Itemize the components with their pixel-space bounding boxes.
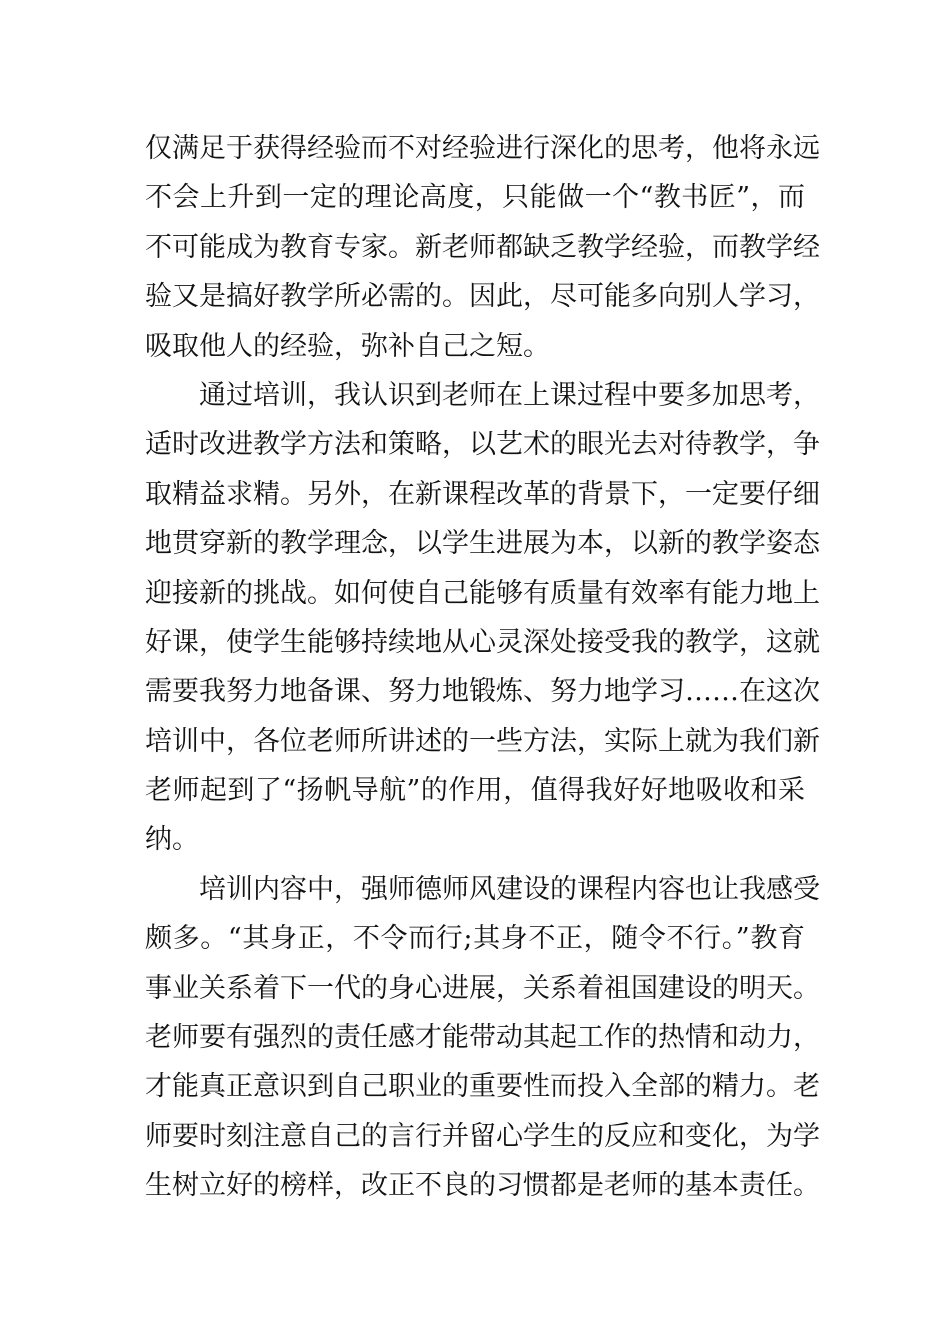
paragraph-3-line-3: 事业关系着下一代的身心进展，关系着祖国建设的明天。 xyxy=(145,972,820,1004)
paragraph-1-line-3: 不可能成为教育专家。新老师都缺乏教学经验，而教学经 xyxy=(145,231,820,263)
paragraph-2-line-7: 需要我努力地备课、努力地锻炼、努力地学习……在这次 xyxy=(145,676,820,708)
body-text xyxy=(145,124,820,1211)
paragraph-1-line-2: 不会上升到一定的理论高度，只能做一个“教书匠”，而 xyxy=(145,182,805,214)
paragraph-1-line-5: 吸取他人的经验，弥补自己之短。 xyxy=(145,330,550,362)
paragraph-3-line-2: 颇多。“其身正，不令而行;其身不正，随令不行。”教育 xyxy=(145,923,805,955)
paragraph-2-line-9: 老师起到了“扬帆导航”的作用，值得我好好地吸收和采 xyxy=(145,775,805,807)
paragraph-3-line-6: 师要时刻注意自己的言行并留心学生的反应和变化，为学 xyxy=(145,1120,820,1152)
paragraph-2-line-1: 通过培训，我认识到老师在上课过程中要多加思考， xyxy=(199,379,820,411)
paragraph-1-line-4: 验又是搞好教学所必需的。因此，尽可能多向别人学习， xyxy=(145,281,820,313)
paragraph-2-line-3: 取精益求精。另外，在新课程改革的背景下，一定要仔细 xyxy=(145,478,820,510)
paragraph-3-line-7: 生树立好的榜样，改正不良的习惯都是老师的基本责任。 xyxy=(145,1170,820,1202)
paragraph-2-line-4: 地贯穿新的教学理念，以学生进展为本，以新的教学姿态 xyxy=(145,528,820,560)
paragraph-3-line-5: 才能真正意识到自己职业的重要性而投入全部的精力。老 xyxy=(145,1071,820,1103)
paragraph-2-line-6: 好课，使学生能够持续地从心灵深处接受我的教学，这就 xyxy=(145,626,820,658)
paragraph-2-line-8: 培训中，各位老师所讲述的一些方法，实际上就为我们新 xyxy=(145,725,820,757)
paragraph-2-line-2: 适时改进教学方法和策略，以艺术的眼光去对待教学，争 xyxy=(145,429,820,461)
paragraph-1-line-1: 仅满足于获得经验而不对经验进行深化的思考，他将永远 xyxy=(145,133,820,164)
paragraph-3-line-1: 培训内容中，强师德师风建设的课程内容也让我感受 xyxy=(199,873,820,905)
paragraph-2-line-5: 迎接新的挑战。如何使自己能够有质量有效率有能力地上 xyxy=(145,577,820,609)
paragraph-2-line-10: 纳。 xyxy=(145,824,199,856)
paragraph-3-line-4: 老师要有强烈的责任感才能带动其起工作的热情和动力， xyxy=(145,1022,820,1054)
